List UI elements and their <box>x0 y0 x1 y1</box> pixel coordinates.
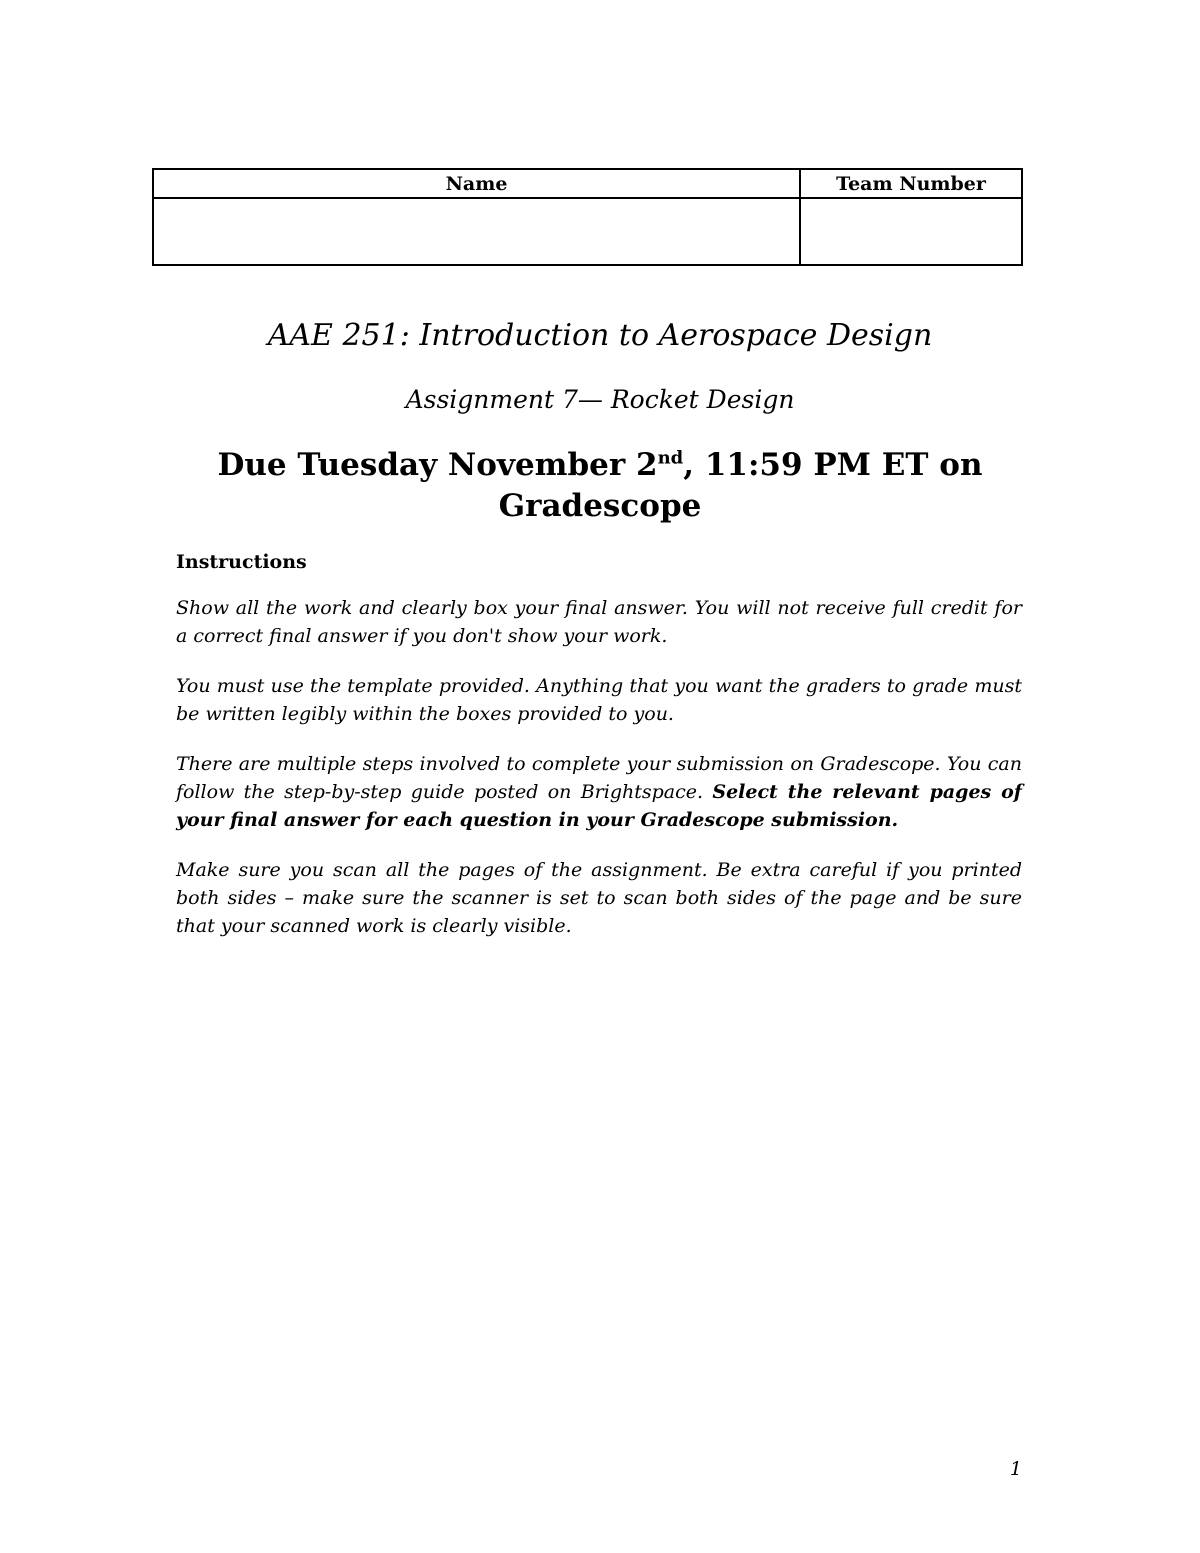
due-line1-suffix: , 11:59 PM ET on <box>683 447 983 483</box>
name-entry-cell[interactable] <box>153 198 800 265</box>
course-title: AAE 251: Introduction to Aerospace Design <box>267 318 933 353</box>
instruction-paragraph-4: Make sure you scan all the pages of the assignment. Be extra careful if you printed both sides – make sure the scanner is set to scan both sides of the page and be sure that your scanned work is clearly visible. <box>176 859 1022 937</box>
due-line1-prefix: Due Tuesday November 2 <box>217 447 658 483</box>
instruction-paragraph-1: Show all the work and clearly box your final answer. You will not receive full credit for a correct final answer if you don't show your work. <box>176 597 1022 647</box>
team-number-entry-cell[interactable] <box>800 198 1022 265</box>
instruction-paragraph-3-text: There are multiple steps involved to complete your submission on Gradescope. You can follow the step-by-step guide posted on Brightspace. <box>176 753 1022 803</box>
instruction-paragraph-2: You must use the template provided. Anything that you want the graders to grade must be written legibly within the boxes provided to you. <box>176 675 1022 725</box>
name-team-table <box>152 168 1023 266</box>
due-ordinal-suffix: nd <box>657 447 684 469</box>
instruction-paragraph-3-emphasis: Select the relevant pages of your final answer for each question in your Gradescope submission. <box>176 781 1022 831</box>
instruction-paragraph-3 <box>176 750 1022 834</box>
team-number-column-header: Team Number <box>800 169 1022 198</box>
instructions-section <box>176 548 1022 962</box>
assignment-title: Assignment 7— Rocket Design <box>405 385 795 414</box>
instructions-heading: Instructions <box>176 551 307 573</box>
page-number: 1 <box>1009 1458 1022 1480</box>
name-column-header: Name <box>153 169 800 198</box>
due-line2: Gradescope <box>498 488 702 524</box>
due-date-heading <box>0 445 1200 527</box>
